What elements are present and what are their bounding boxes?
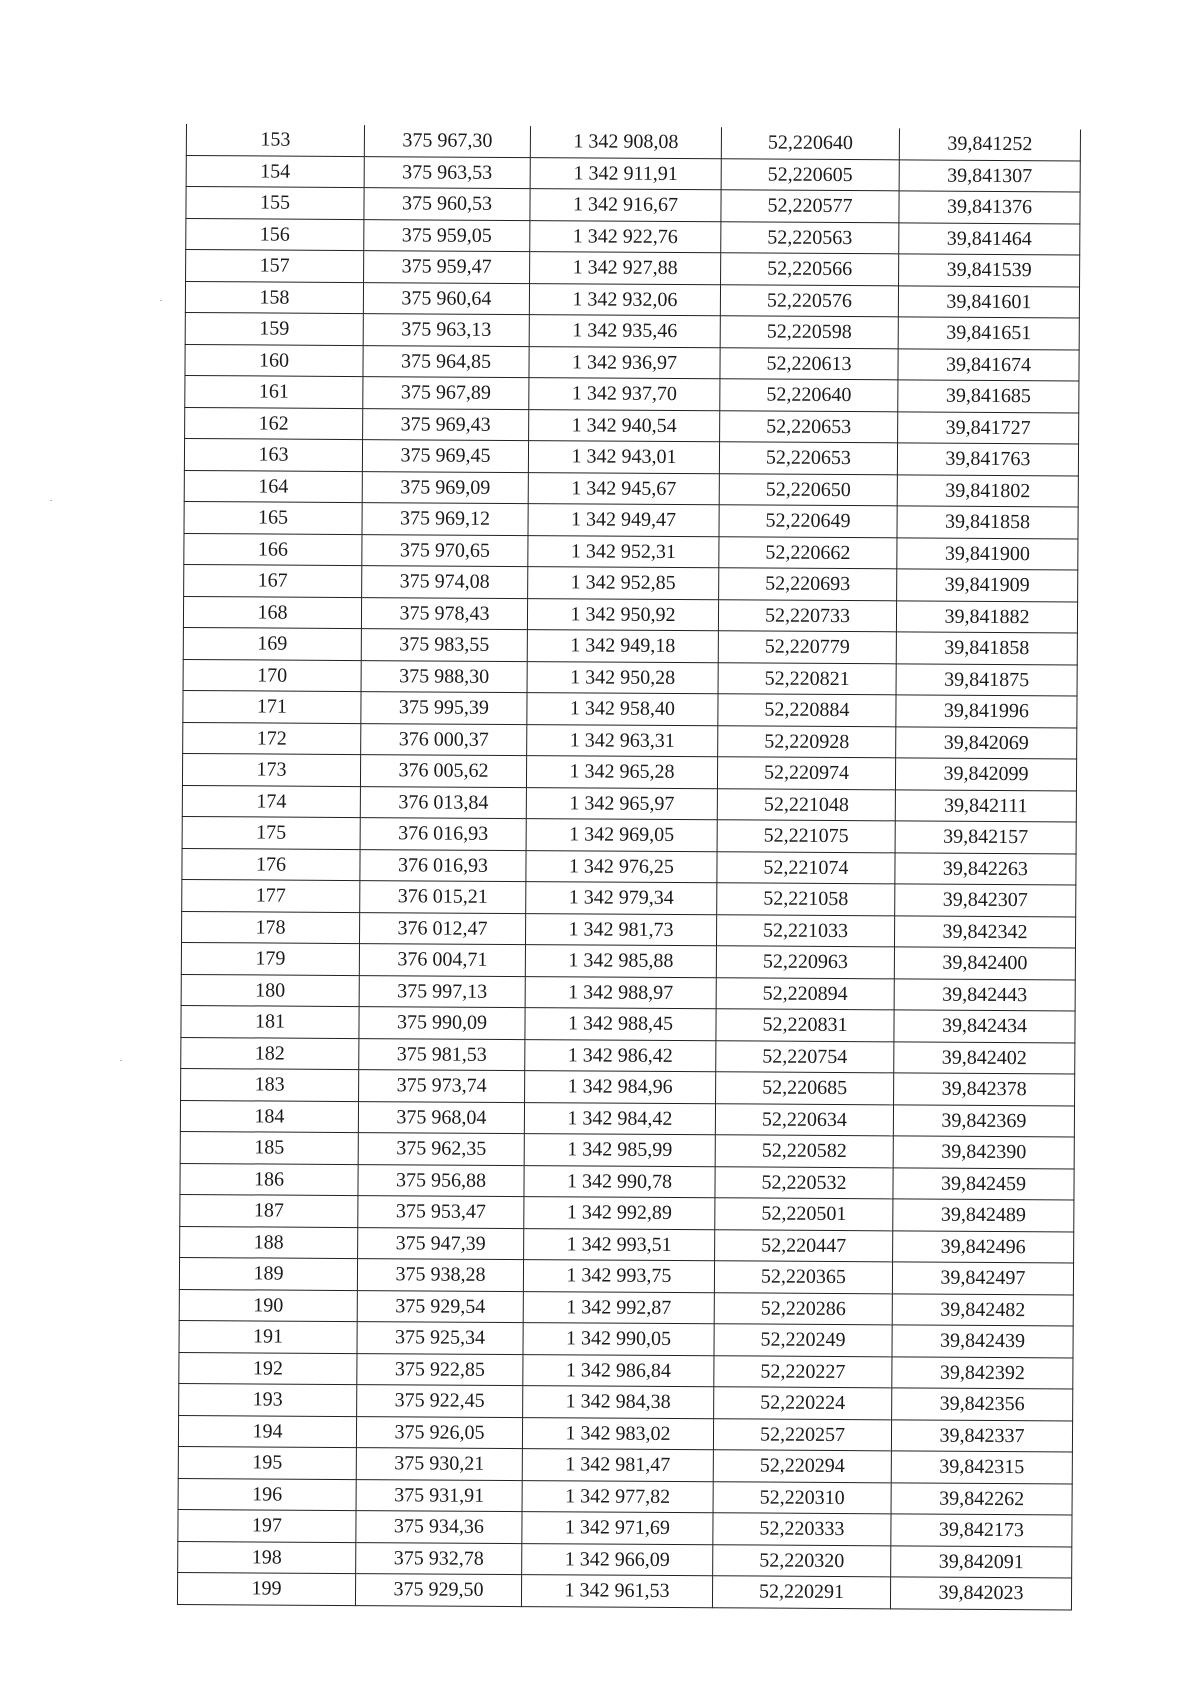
latitude-cell: 52,220650 (719, 473, 897, 506)
x-coordinate-cell: 375 932,78 (356, 1542, 522, 1575)
longitude-cell: 39,841651 (898, 317, 1079, 350)
longitude-cell: 39,842069 (896, 726, 1077, 759)
x-coordinate-cell: 375 995,39 (361, 692, 527, 725)
longitude-cell: 39,842262 (891, 1482, 1072, 1515)
y-coordinate-cell: 1 342 984,38 (523, 1386, 714, 1419)
point-number-cell: 177 (182, 879, 360, 912)
latitude-cell: 52,220831 (716, 1009, 894, 1042)
point-number-cell: 170 (183, 659, 361, 692)
x-coordinate-cell: 375 959,47 (364, 251, 530, 284)
longitude-cell: 39,842023 (890, 1577, 1071, 1610)
longitude-cell: 39,841727 (898, 411, 1079, 444)
y-coordinate-cell: 1 342 988,97 (525, 976, 716, 1009)
longitude-cell: 39,842091 (891, 1545, 1072, 1578)
latitude-cell: 52,220640 (720, 379, 898, 412)
y-coordinate-cell: 1 342 949,18 (527, 630, 718, 663)
latitude-cell: 52,221033 (716, 914, 894, 947)
point-number-cell: 185 (180, 1131, 358, 1164)
latitude-cell: 52,220649 (719, 505, 897, 538)
longitude-cell: 39,842497 (892, 1262, 1073, 1295)
x-coordinate-cell: 375 922,45 (357, 1385, 523, 1418)
y-coordinate-cell: 1 342 984,96 (525, 1071, 716, 1104)
x-coordinate-cell: 376 005,62 (360, 755, 526, 788)
x-coordinate-cell: 375 967,30 (364, 125, 530, 157)
x-coordinate-cell: 375 963,53 (364, 156, 530, 189)
point-number-cell: 199 (177, 1572, 355, 1605)
y-coordinate-cell: 1 342 908,08 (530, 126, 721, 158)
point-number-cell: 180 (181, 974, 359, 1007)
latitude-cell: 52,220963 (716, 946, 894, 979)
latitude-cell: 52,220974 (717, 757, 895, 790)
latitude-cell: 52,220754 (716, 1040, 894, 1073)
y-coordinate-cell: 1 342 927,88 (530, 252, 721, 285)
y-coordinate-cell: 1 342 943,01 (528, 441, 719, 474)
latitude-cell: 52,220227 (714, 1355, 892, 1388)
latitude-cell: 52,220501 (715, 1198, 893, 1231)
point-number-cell: 162 (185, 407, 363, 440)
x-coordinate-cell: 375 969,45 (362, 440, 528, 473)
x-coordinate-cell: 376 004,71 (359, 944, 525, 977)
latitude-cell: 52,220634 (715, 1103, 893, 1136)
x-coordinate-cell: 375 956,88 (358, 1164, 524, 1197)
latitude-cell: 52,221075 (717, 820, 895, 853)
y-coordinate-cell: 1 342 952,31 (528, 535, 719, 568)
point-number-cell: 172 (183, 722, 361, 755)
longitude-cell: 39,842315 (891, 1451, 1072, 1484)
coordinates-table-body (177, 124, 1080, 1609)
latitude-cell: 52,220640 (721, 127, 899, 159)
x-coordinate-cell: 375 973,74 (359, 1070, 525, 1103)
point-number-cell: 163 (184, 438, 362, 471)
point-number-cell: 154 (186, 155, 364, 188)
x-coordinate-cell: 375 947,39 (358, 1227, 524, 1260)
point-number-cell: 193 (179, 1383, 357, 1416)
y-coordinate-cell: 1 342 969,05 (526, 819, 717, 852)
point-number-cell: 182 (181, 1037, 359, 1070)
x-coordinate-cell: 375 969,43 (363, 408, 529, 441)
y-coordinate-cell: 1 342 981,73 (525, 913, 716, 946)
point-number-cell: 157 (186, 250, 364, 283)
y-coordinate-cell: 1 342 993,75 (523, 1260, 714, 1293)
latitude-cell: 52,221048 (717, 788, 895, 821)
y-coordinate-cell: 1 342 981,47 (522, 1449, 713, 1482)
y-coordinate-cell: 1 342 932,06 (529, 283, 720, 316)
longitude-cell: 39,841802 (897, 474, 1078, 507)
point-number-cell: 165 (184, 501, 362, 534)
longitude-cell: 39,841252 (899, 128, 1080, 160)
latitude-cell: 52,221074 (717, 851, 895, 884)
longitude-cell: 39,841996 (896, 695, 1077, 728)
latitude-cell: 52,220291 (712, 1576, 890, 1609)
longitude-cell: 39,842496 (893, 1230, 1074, 1263)
point-number-cell: 173 (182, 753, 360, 786)
point-number-cell: 194 (178, 1415, 356, 1448)
longitude-cell: 39,842356 (892, 1388, 1073, 1421)
longitude-cell: 39,841763 (897, 443, 1078, 476)
x-coordinate-cell: 375 925,34 (357, 1322, 523, 1355)
latitude-cell: 52,220662 (719, 536, 897, 569)
point-number-cell: 169 (183, 627, 361, 660)
y-coordinate-cell: 1 342 922,76 (530, 220, 721, 253)
longitude-cell: 39,842482 (892, 1293, 1073, 1326)
x-coordinate-cell: 375 960,53 (364, 188, 530, 221)
y-coordinate-cell: 1 342 976,25 (526, 850, 717, 883)
longitude-cell: 39,842378 (894, 1073, 1075, 1106)
longitude-cell: 39,842459 (893, 1167, 1074, 1200)
point-number-cell: 198 (178, 1541, 356, 1574)
x-coordinate-cell: 375 974,08 (362, 566, 528, 599)
point-number-cell: 155 (186, 187, 364, 220)
latitude-cell: 52,220653 (720, 410, 898, 443)
latitude-cell: 52,220598 (720, 316, 898, 349)
point-number-cell: 166 (184, 533, 362, 566)
x-coordinate-cell: 375 970,65 (362, 534, 528, 567)
longitude-cell: 39,842337 (891, 1419, 1072, 1452)
x-coordinate-cell: 376 016,93 (360, 849, 526, 882)
longitude-cell: 39,842173 (891, 1514, 1072, 1547)
latitude-cell: 52,220566 (721, 253, 899, 286)
x-coordinate-cell: 375 981,53 (359, 1038, 525, 1071)
coordinates-table (177, 124, 1081, 1610)
y-coordinate-cell: 1 342 916,67 (530, 189, 721, 222)
point-number-cell: 164 (184, 470, 362, 503)
longitude-cell: 39,842390 (893, 1136, 1074, 1169)
x-coordinate-cell: 376 013,84 (360, 786, 526, 819)
latitude-cell: 52,220613 (720, 347, 898, 380)
point-number-cell: 161 (185, 375, 363, 408)
point-number-cell: 184 (180, 1100, 358, 1133)
latitude-cell: 52,220310 (713, 1481, 891, 1514)
point-number-cell: 175 (182, 816, 360, 849)
y-coordinate-cell: 1 342 983,02 (522, 1417, 713, 1450)
point-number-cell: 196 (178, 1478, 356, 1511)
point-number-cell: 188 (180, 1226, 358, 1259)
point-number-cell: 183 (181, 1068, 359, 1101)
x-coordinate-cell: 375 960,64 (363, 282, 529, 315)
point-number-cell: 156 (186, 218, 364, 251)
y-coordinate-cell: 1 342 986,42 (525, 1039, 716, 1072)
latitude-cell: 52,220582 (715, 1135, 893, 1168)
x-coordinate-cell: 375 938,28 (357, 1259, 523, 1292)
point-number-cell: 158 (185, 281, 363, 314)
y-coordinate-cell: 1 342 911,91 (530, 157, 721, 190)
y-coordinate-cell: 1 342 992,89 (524, 1197, 715, 1230)
x-coordinate-cell: 376 015,21 (360, 881, 526, 914)
latitude-cell: 52,220563 (721, 221, 899, 254)
latitude-cell: 52,220894 (716, 977, 894, 1010)
latitude-cell: 52,220733 (718, 599, 896, 632)
y-coordinate-cell: 1 342 993,51 (524, 1228, 715, 1261)
x-coordinate-cell: 375 962,35 (358, 1133, 524, 1166)
x-coordinate-cell: 375 983,55 (361, 629, 527, 662)
longitude-cell: 39,841464 (899, 222, 1080, 255)
y-coordinate-cell: 1 342 965,97 (526, 787, 717, 820)
point-number-cell: 186 (180, 1163, 358, 1196)
latitude-cell: 52,220249 (714, 1324, 892, 1357)
latitude-cell: 52,220685 (716, 1072, 894, 1105)
x-coordinate-cell: 376 016,93 (360, 818, 526, 851)
point-number-cell: 181 (181, 1005, 359, 1038)
point-number-cell: 159 (185, 312, 363, 345)
latitude-cell: 52,220320 (713, 1544, 891, 1577)
longitude-cell: 39,841674 (898, 348, 1079, 381)
y-coordinate-cell: 1 342 966,09 (522, 1543, 713, 1576)
y-coordinate-cell: 1 342 950,92 (527, 598, 718, 631)
latitude-cell: 52,220884 (718, 694, 896, 727)
y-coordinate-cell: 1 342 935,46 (529, 315, 720, 348)
y-coordinate-cell: 1 342 937,70 (529, 378, 720, 411)
point-number-cell: 179 (181, 942, 359, 975)
x-coordinate-cell: 375 934,36 (356, 1511, 522, 1544)
x-coordinate-cell: 375 969,09 (362, 471, 528, 504)
latitude-cell: 52,221058 (717, 883, 895, 916)
latitude-cell: 52,220928 (718, 725, 896, 758)
longitude-cell: 39,841685 (898, 380, 1079, 413)
y-coordinate-cell: 1 342 986,84 (523, 1354, 714, 1387)
y-coordinate-cell: 1 342 990,78 (524, 1165, 715, 1198)
latitude-cell: 52,220577 (721, 190, 899, 223)
latitude-cell: 52,220294 (713, 1450, 891, 1483)
x-coordinate-cell: 376 012,47 (359, 912, 525, 945)
point-number-cell: 171 (183, 690, 361, 723)
x-coordinate-cell: 375 930,21 (356, 1448, 522, 1481)
x-coordinate-cell: 375 922,85 (357, 1353, 523, 1386)
y-coordinate-cell: 1 342 945,67 (528, 472, 719, 505)
point-number-cell: 176 (182, 848, 360, 881)
latitude-cell: 52,220286 (714, 1292, 892, 1325)
x-coordinate-cell: 376 000,37 (361, 723, 527, 756)
point-number-cell: 160 (185, 344, 363, 377)
point-number-cell: 195 (178, 1446, 356, 1479)
x-coordinate-cell: 375 967,89 (363, 377, 529, 410)
latitude-cell: 52,220447 (715, 1229, 893, 1262)
longitude-cell: 39,842439 (892, 1325, 1073, 1358)
y-coordinate-cell: 1 342 958,40 (527, 693, 718, 726)
longitude-cell: 39,841909 (897, 569, 1078, 602)
latitude-cell: 52,220653 (719, 442, 897, 475)
x-coordinate-cell: 375 990,09 (359, 1007, 525, 1040)
y-coordinate-cell: 1 342 952,85 (528, 567, 719, 600)
longitude-cell: 39,842342 (894, 915, 1075, 948)
y-coordinate-cell: 1 342 971,69 (522, 1512, 713, 1545)
y-coordinate-cell: 1 342 936,97 (529, 346, 720, 379)
longitude-cell: 39,842392 (892, 1356, 1073, 1389)
latitude-cell: 52,220605 (721, 158, 899, 191)
x-coordinate-cell: 375 969,12 (362, 503, 528, 536)
point-number-cell: 178 (182, 911, 360, 944)
y-coordinate-cell: 1 342 984,42 (524, 1102, 715, 1135)
longitude-cell: 39,841307 (899, 159, 1080, 192)
x-coordinate-cell: 375 929,50 (355, 1574, 521, 1607)
y-coordinate-cell: 1 342 988,45 (525, 1008, 716, 1041)
longitude-cell: 39,842263 (895, 852, 1076, 885)
y-coordinate-cell: 1 342 977,82 (522, 1480, 713, 1513)
longitude-cell: 39,841539 (899, 254, 1080, 287)
y-coordinate-cell: 1 342 963,31 (527, 724, 718, 757)
longitude-cell: 39,842443 (894, 978, 1075, 1011)
x-coordinate-cell: 375 959,05 (364, 219, 530, 252)
latitude-cell: 52,220257 (713, 1418, 891, 1451)
latitude-cell: 52,220779 (718, 631, 896, 664)
x-coordinate-cell: 375 968,04 (358, 1101, 524, 1134)
longitude-cell: 39,842489 (893, 1199, 1074, 1232)
y-coordinate-cell: 1 342 985,88 (525, 945, 716, 978)
y-coordinate-cell: 1 342 985,99 (524, 1134, 715, 1167)
x-coordinate-cell: 375 988,30 (361, 660, 527, 693)
longitude-cell: 39,841900 (897, 537, 1078, 570)
point-number-cell: 187 (180, 1194, 358, 1227)
point-number-cell: 189 (179, 1257, 357, 1290)
longitude-cell: 39,842111 (895, 789, 1076, 822)
y-coordinate-cell: 1 342 961,53 (521, 1575, 712, 1608)
longitude-cell: 39,842434 (894, 1010, 1075, 1043)
latitude-cell: 52,220365 (714, 1261, 892, 1294)
longitude-cell: 39,842307 (895, 884, 1076, 917)
point-number-cell: 197 (178, 1509, 356, 1542)
latitude-cell: 52,220693 (719, 568, 897, 601)
longitude-cell: 39,841858 (897, 506, 1078, 539)
x-coordinate-cell: 375 963,13 (363, 314, 529, 347)
longitude-cell: 39,841601 (898, 285, 1079, 318)
x-coordinate-cell: 375 997,13 (359, 975, 525, 1008)
point-number-cell: 153 (186, 124, 364, 156)
latitude-cell: 52,220224 (714, 1387, 892, 1420)
point-number-cell: 192 (179, 1352, 357, 1385)
longitude-cell: 39,842402 (894, 1041, 1075, 1074)
longitude-cell: 39,842099 (895, 758, 1076, 791)
scan-speck (120, 1060, 122, 1061)
scan-speck (160, 300, 162, 301)
y-coordinate-cell: 1 342 992,87 (523, 1291, 714, 1324)
longitude-cell: 39,842157 (895, 821, 1076, 854)
longitude-cell: 39,841376 (899, 191, 1080, 224)
point-number-cell: 190 (179, 1289, 357, 1322)
scan-speck (50, 500, 52, 501)
x-coordinate-cell: 375 929,54 (357, 1290, 523, 1323)
point-number-cell: 168 (183, 596, 361, 629)
point-number-cell: 191 (179, 1320, 357, 1353)
y-coordinate-cell: 1 342 940,54 (529, 409, 720, 442)
x-coordinate-cell: 375 964,85 (363, 345, 529, 378)
x-coordinate-cell: 375 953,47 (358, 1196, 524, 1229)
latitude-cell: 52,220532 (715, 1166, 893, 1199)
latitude-cell: 52,220333 (713, 1513, 891, 1546)
x-coordinate-cell: 375 931,91 (356, 1479, 522, 1512)
point-number-cell: 167 (184, 564, 362, 597)
longitude-cell: 39,842369 (893, 1104, 1074, 1137)
longitude-cell: 39,841875 (896, 663, 1077, 696)
longitude-cell: 39,841882 (896, 600, 1077, 633)
x-coordinate-cell: 375 978,43 (361, 597, 527, 630)
longitude-cell: 39,842400 (894, 947, 1075, 980)
x-coordinate-cell: 375 926,05 (356, 1416, 522, 1449)
latitude-cell: 52,220576 (720, 284, 898, 317)
point-number-cell: 174 (182, 785, 360, 818)
table-row (177, 1572, 1071, 1609)
y-coordinate-cell: 1 342 949,47 (528, 504, 719, 537)
y-coordinate-cell: 1 342 965,28 (526, 756, 717, 789)
latitude-cell: 52,220821 (718, 662, 896, 695)
y-coordinate-cell: 1 342 950,28 (527, 661, 718, 694)
y-coordinate-cell: 1 342 979,34 (526, 882, 717, 915)
longitude-cell: 39,841858 (896, 632, 1077, 665)
y-coordinate-cell: 1 342 990,05 (523, 1323, 714, 1356)
